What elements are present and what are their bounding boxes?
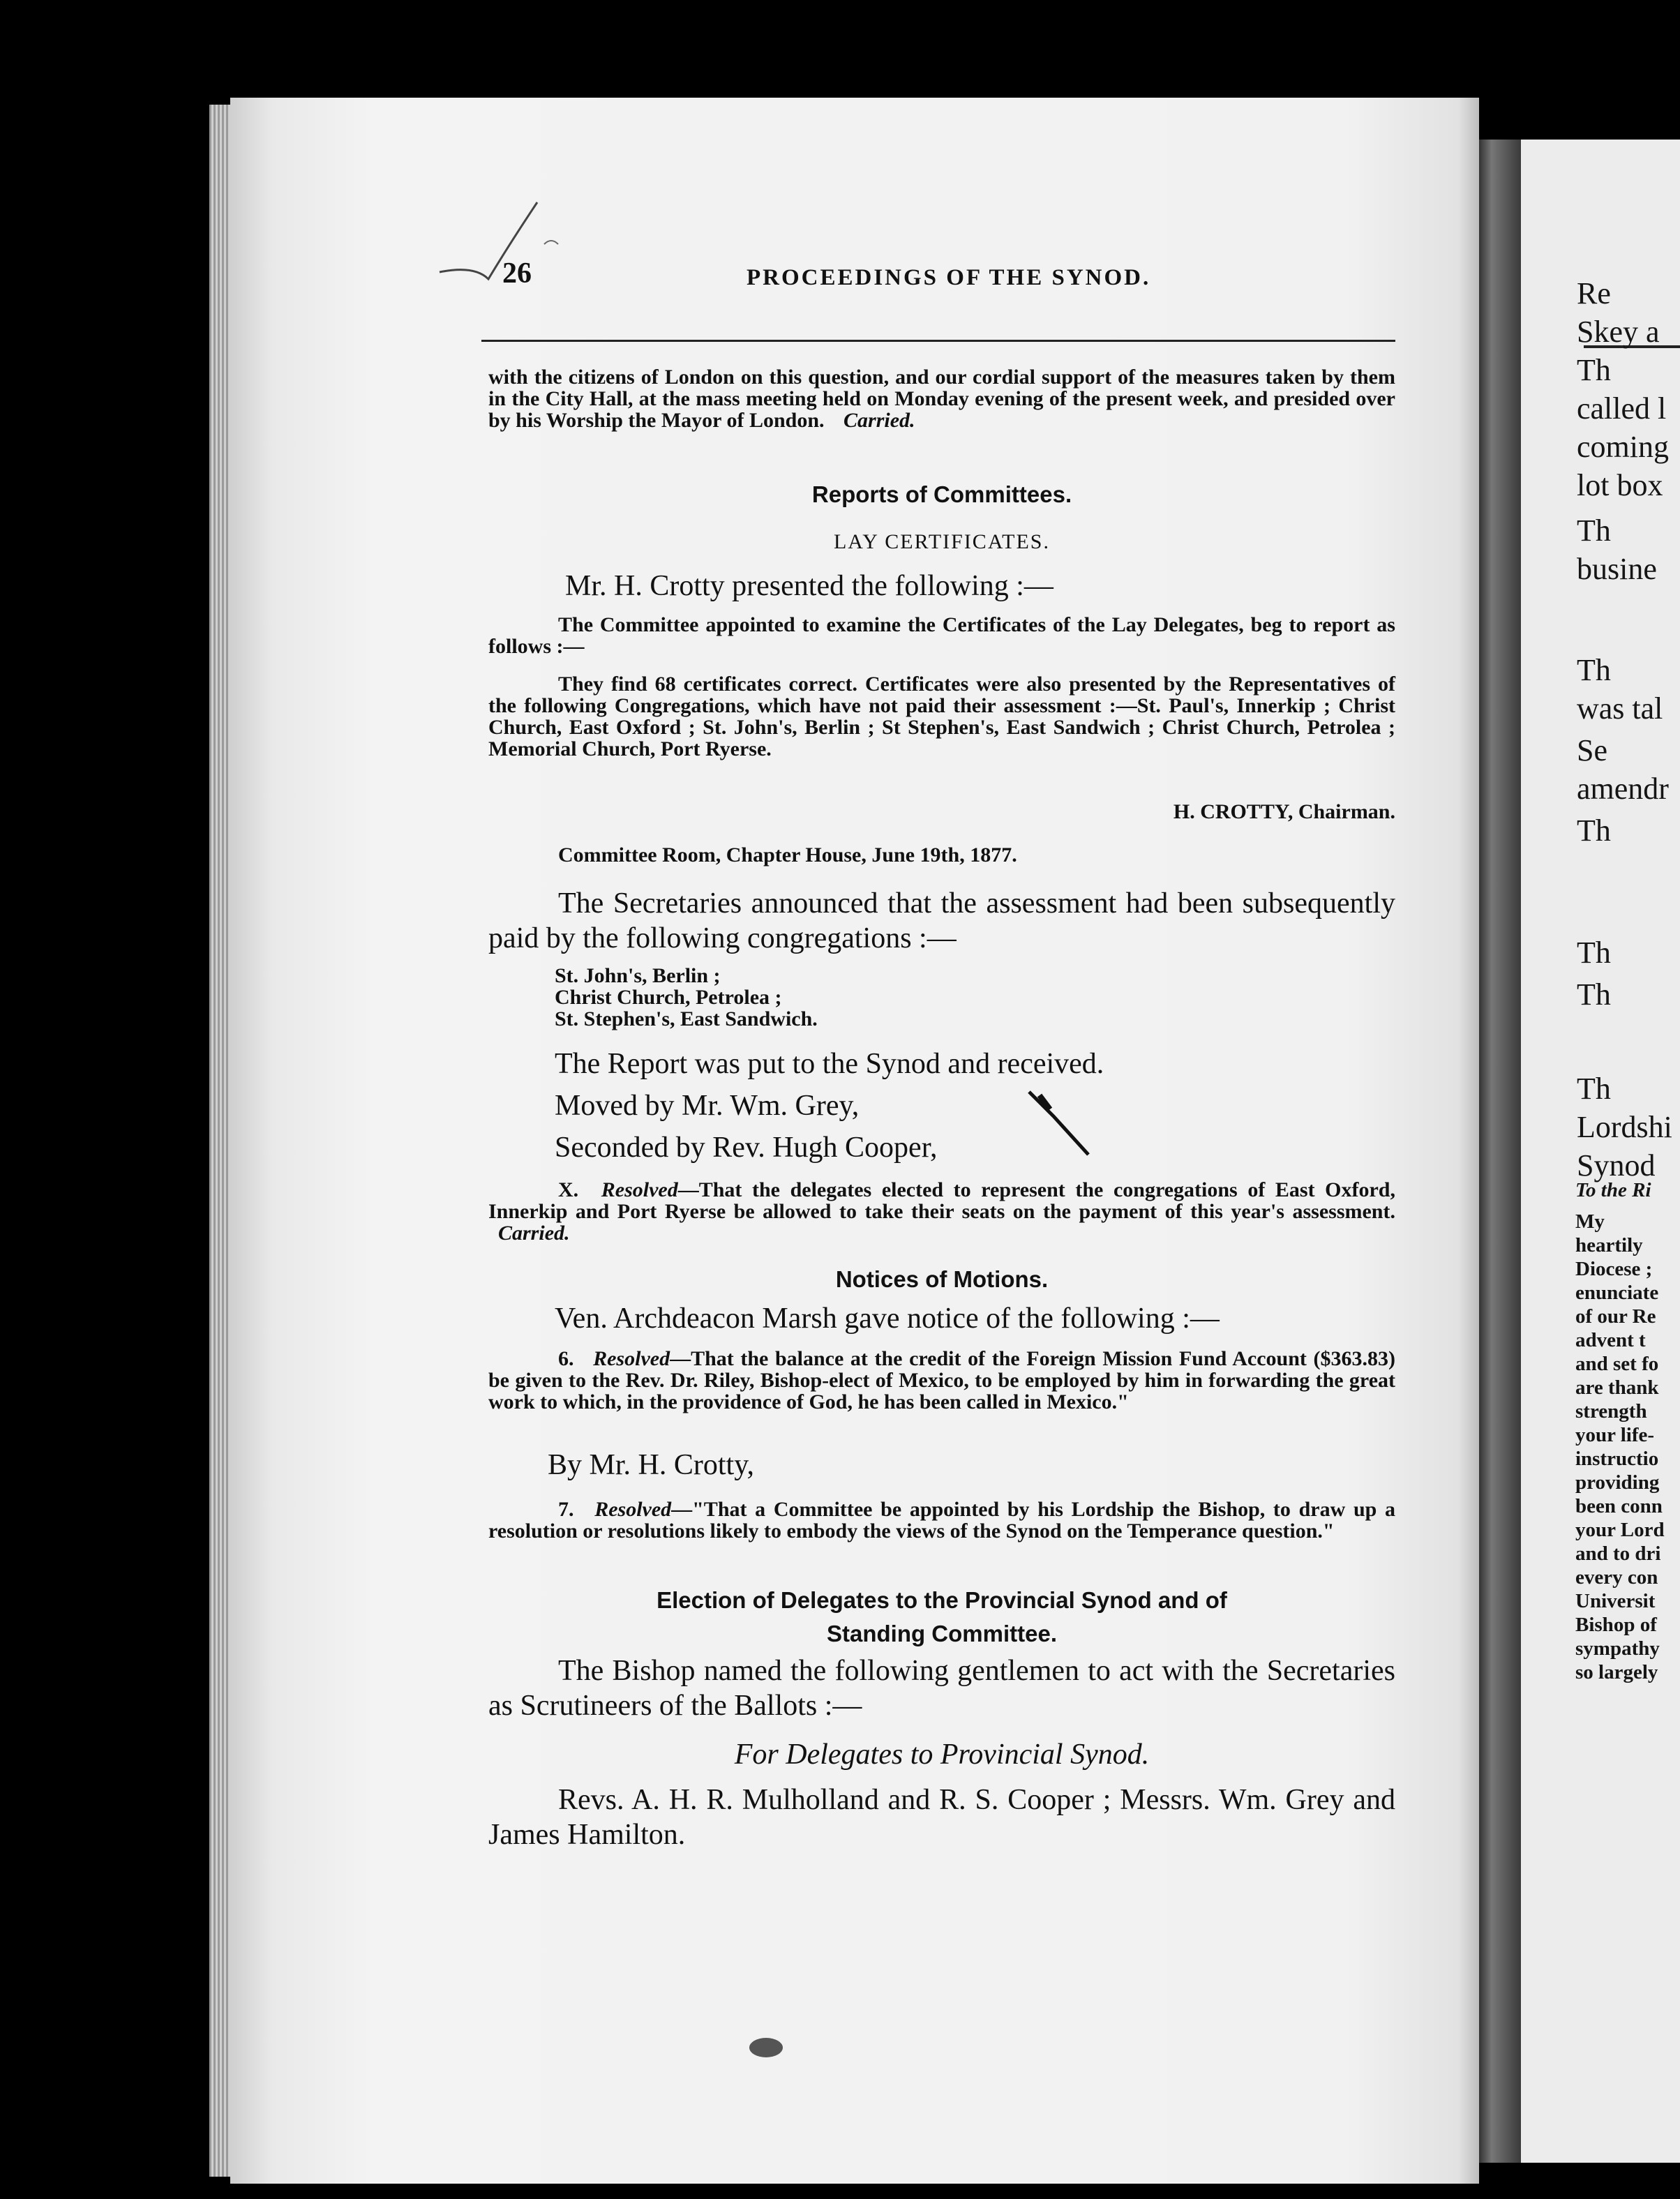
heading-election-line: Standing Committee. <box>826 1621 1058 1646</box>
resolution-7 <box>488 1499 1395 1542</box>
paid-list-item: St. Stephen's, East Sandwich. <box>555 1007 818 1030</box>
right-page-fragment <box>1521 140 1680 2163</box>
heading-election <box>488 1584 1395 1651</box>
resolution-label: 6. <box>558 1347 574 1370</box>
subheading-lay-certificates: LAY CERTIFICATES. <box>833 530 1050 553</box>
right-page-line: coming <box>1577 430 1669 464</box>
right-page-line: Th <box>1577 977 1611 1012</box>
right-page-small-line: of our Re <box>1575 1305 1656 1328</box>
right-page-line: Re <box>1577 276 1611 310</box>
right-page-small-line: instructio <box>1575 1448 1659 1470</box>
resolution-label: 7. <box>558 1498 574 1521</box>
right-page-small-line: sympathy <box>1575 1637 1660 1660</box>
carried-mark: Carried. <box>498 1222 570 1245</box>
resolution-label: X. <box>558 1178 579 1201</box>
paid-list <box>488 965 1395 1030</box>
for-delegates <box>488 1737 1395 1772</box>
right-page-small-line: advent t <box>1575 1329 1646 1351</box>
right-page-line: Th <box>1577 813 1611 848</box>
right-page-small-line: every con <box>1575 1566 1658 1589</box>
moved-by: Moved by Mr. Wm. Grey, <box>555 1090 860 1122</box>
right-page-line: Lordshi <box>1577 1110 1672 1144</box>
right-page-line: Th <box>1577 653 1611 687</box>
resolution-6 <box>488 1348 1395 1413</box>
right-page-small-line: and set fo <box>1575 1353 1659 1375</box>
right-page-small-line: so largely <box>1575 1661 1658 1683</box>
running-title: PROCEEDINGS OF THE SYNOD. <box>747 265 1151 290</box>
resolution-text: —"That a Committee be appointed by his Lordship the Bishop, to draw up a resolution or resolutions likely to embody the views of the Synod on the Temperance question." <box>488 1498 1396 1543</box>
right-page-line: amendr <box>1577 772 1669 806</box>
right-page-line: busine <box>1577 552 1657 586</box>
right-page-line: called l <box>1577 391 1667 426</box>
crotty-presented: Mr. H. Crotty presented the following :— <box>565 570 1053 602</box>
heading-reports: Reports of Committees. <box>811 481 1072 507</box>
opening-paragraph <box>488 366 1395 431</box>
resolution-text: —That the balance at the credit of the Foreign Mission Fund Account ($363.83) be given to the Rev. Dr. Riley, Bishop-elect of Mexico, to be employed by him in forwarding the great work to which, in the providence of God, he has been called in Mexico." <box>488 1347 1396 1413</box>
right-page-salutation: To the Ri <box>1575 1179 1651 1201</box>
right-page-line: Skey a <box>1577 315 1660 349</box>
right-page-line: was tal <box>1577 691 1663 726</box>
right-page-small-line: My <box>1575 1210 1605 1233</box>
right-page-line: Se <box>1577 733 1607 767</box>
right-page-small-line: been conn <box>1575 1495 1663 1517</box>
resolved-word: Resolved <box>593 1347 670 1370</box>
book-gutter <box>1479 140 1521 2163</box>
right-page-small-line: providing <box>1575 1471 1660 1494</box>
right-page-line: lot box <box>1577 468 1663 502</box>
right-page-line: Th <box>1577 513 1611 548</box>
right-page-small-line: strength <box>1575 1400 1647 1423</box>
marsh-notice: Ven. Archdeacon Marsh gave notice of the following :— <box>555 1303 1220 1335</box>
resolved-word: Resolved <box>601 1178 678 1201</box>
header-rule <box>481 340 1395 342</box>
right-page-small-line: your life- <box>1575 1424 1655 1446</box>
bishop-named: The Bishop named the following gentlemen to act with the Secretaries as Scrutineers of the Ballots :— <box>488 1655 1395 1722</box>
right-page-small-line: Diocese ; <box>1575 1258 1653 1280</box>
resolution-text: —That the delegates elected to represent the congregations of East Oxford, Innerkip and Port Ryerse be allowed to take their seats on the payment of this year's assessment. <box>488 1178 1395 1223</box>
page-stain-icon <box>747 2030 788 2065</box>
right-page-line: Th <box>1577 1072 1611 1106</box>
certificates-paragraph: They find 68 certificates correct. Certificates were also presented by the Representatives of the following Congregations, which have not paid their assessment :—St. Paul's, Innerkip ; Christ Church, East Oxford ; St. John's, Berlin ; St Stephen's, East Sandwich ; Christ Church, Petrolea ; Memorial Church, Port Ryerse. <box>488 673 1395 760</box>
right-page-small-line: your Lord <box>1575 1519 1665 1541</box>
resolved-word: Resolved <box>594 1498 672 1521</box>
resolution-x <box>488 1179 1395 1244</box>
report-received: The Report was put to the Synod and received. <box>555 1048 1104 1080</box>
right-page-small-line: Universit <box>1575 1590 1656 1612</box>
by-crotty: By Mr. H. Crotty, <box>548 1449 754 1481</box>
for-delegates-text: For Delegates to Provincial Synod. <box>734 1739 1150 1771</box>
committee-paragraph: The Committee appointed to examine the Certificates of the Lay Delegates, beg to report as follows :— <box>488 613 1395 658</box>
paid-list-item: St. John's, Berlin ; <box>555 964 721 987</box>
right-page-line: Th <box>1577 936 1611 970</box>
right-page-line: Th <box>1577 353 1611 387</box>
carried-mark: Carried. <box>843 409 915 432</box>
right-page-small-line: heartily <box>1575 1234 1643 1256</box>
heading-election-line: Election of Delegates to the Provincial Synod and of <box>657 1587 1227 1613</box>
seconded-by: Seconded by Rev. Hugh Cooper, <box>555 1132 938 1164</box>
committee-room: Committee Room, Chapter House, June 19th, 1877. <box>558 843 1017 866</box>
page-number: 26 <box>502 257 532 290</box>
paid-list-item: Christ Church, Petrolea ; <box>555 986 782 1009</box>
right-page-small-line: enunciate <box>1575 1282 1659 1304</box>
right-page-small-line: and to dri <box>1575 1543 1661 1565</box>
signature-chairman: H. CROTTY, Chairman. <box>1173 800 1395 823</box>
right-page-line: Synod <box>1577 1148 1656 1183</box>
secretaries-paragraph: The Secretaries announced that the assessment had been subsequently paid by the following congregations :— <box>488 887 1395 954</box>
heading-notices: Notices of Motions. <box>835 1266 1049 1292</box>
right-page-small-line: are thank <box>1575 1376 1659 1399</box>
opening-text: with the citizens of London on this question, and our cordial support of the measures taken by them in the City Hall, at the mass meeting held on Monday evening of the present week, and presided over by his Worship the Mayor of London. <box>488 366 1395 432</box>
revs-line: Revs. A. H. R. Mulholland and R. S. Cooper ; Messrs. Wm. Grey and James Hamilton. <box>488 1784 1395 1851</box>
right-page-small-line: Bishop of <box>1575 1614 1657 1636</box>
